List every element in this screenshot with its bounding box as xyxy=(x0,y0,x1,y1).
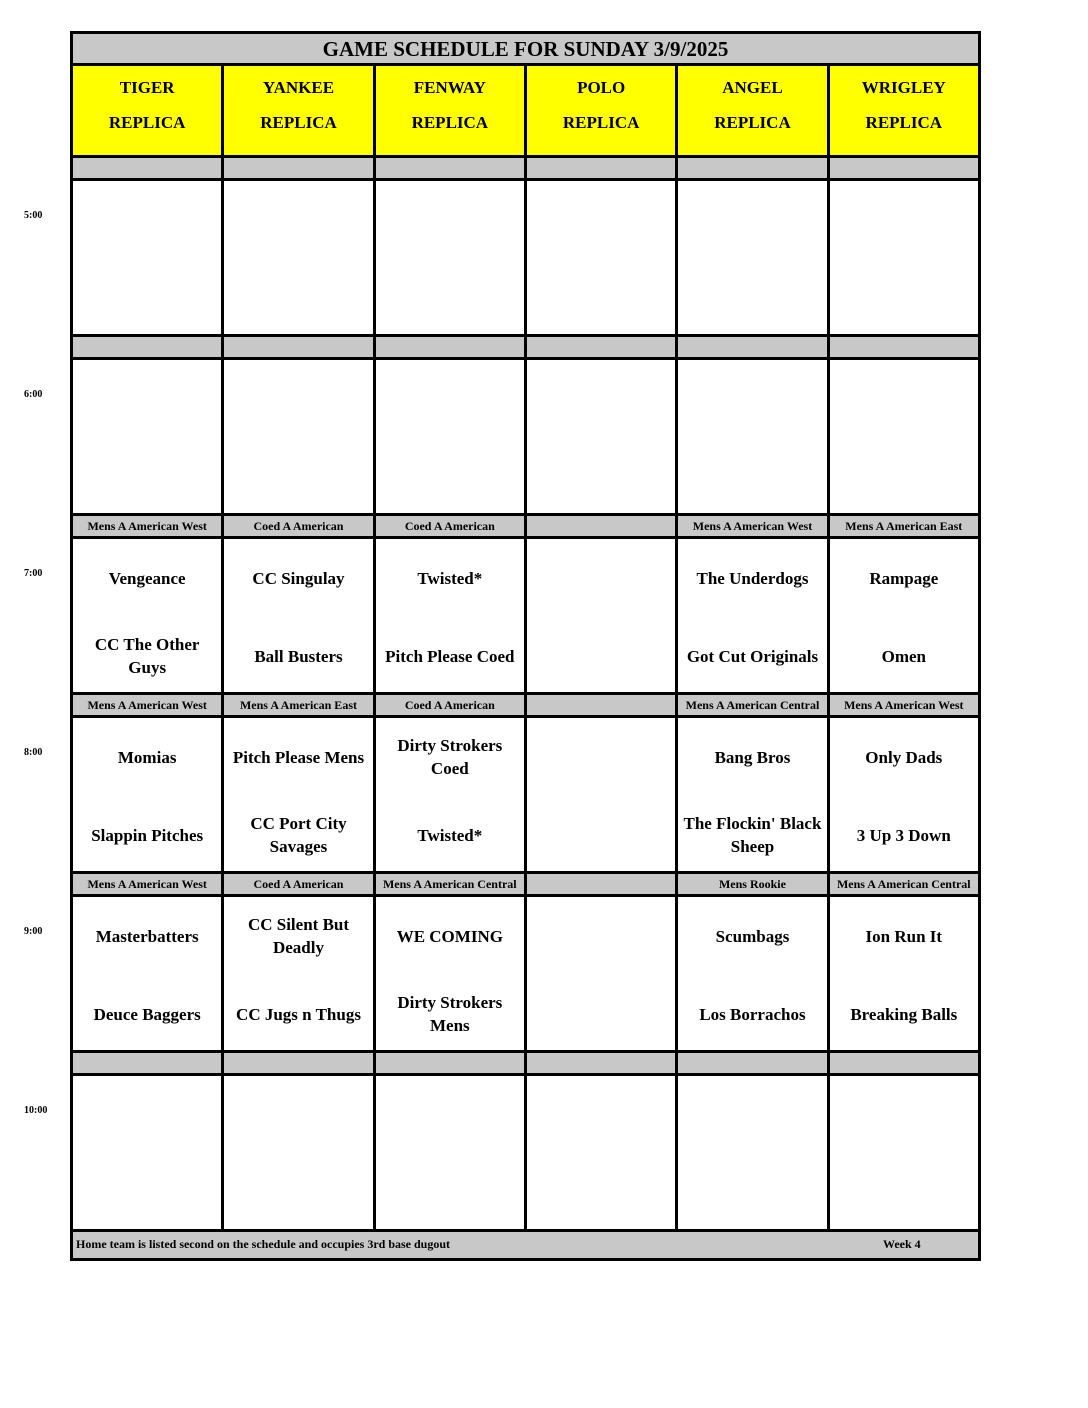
game-cell xyxy=(678,539,829,692)
home-team: Omen xyxy=(881,646,926,666)
division-label xyxy=(527,695,678,715)
game-cell xyxy=(376,539,527,692)
away-team xyxy=(527,718,675,796)
field-header-yankee xyxy=(224,66,375,155)
home-team: Dirty Strokers Mens xyxy=(397,993,503,1035)
game-cell xyxy=(678,360,829,513)
away-team: The Underdogs xyxy=(696,568,809,588)
game-cell xyxy=(830,360,978,513)
division-label xyxy=(830,337,978,357)
away-team: Vengeance xyxy=(108,568,186,588)
game-cell xyxy=(527,897,678,1050)
time-label: 7:00 xyxy=(24,568,43,579)
home-team xyxy=(73,259,221,337)
home-team-note: Home team is listed second on the schedule and occupies 3rd base dugout xyxy=(76,1237,451,1251)
game-row xyxy=(73,360,978,516)
away-team xyxy=(73,1076,221,1154)
time-label: 8:00 xyxy=(24,747,43,758)
away-team xyxy=(224,181,372,259)
away-team xyxy=(678,1076,826,1154)
division-label: Mens A American Central xyxy=(830,874,978,894)
division-row xyxy=(73,874,978,897)
home-team xyxy=(376,259,524,337)
home-team xyxy=(224,259,372,337)
home-team xyxy=(527,796,675,874)
field-header-polo xyxy=(527,66,678,155)
home-team: Slappin Pitches xyxy=(91,825,204,845)
field-header-tiger xyxy=(73,66,224,155)
away-team: Momias xyxy=(117,747,177,767)
away-team xyxy=(376,360,524,438)
home-team: Twisted* xyxy=(417,825,483,845)
away-team xyxy=(527,360,675,438)
division-label: Coed A American xyxy=(376,516,527,536)
home-team: Breaking Balls xyxy=(850,1004,958,1024)
away-team: Masterbatters xyxy=(95,926,199,946)
home-team: Los Borrachos xyxy=(699,1004,806,1024)
game-cell xyxy=(830,1076,978,1229)
field-subtitle: REPLICA xyxy=(865,113,943,132)
home-team xyxy=(527,617,675,695)
game-cell xyxy=(527,539,678,692)
game-cell xyxy=(224,718,375,871)
division-label xyxy=(73,337,224,357)
away-team xyxy=(73,360,221,438)
game-cell xyxy=(224,539,375,692)
home-team xyxy=(376,438,524,516)
time-label: 9:00 xyxy=(24,926,43,937)
away-team xyxy=(527,897,675,975)
game-row xyxy=(73,897,978,1053)
field-subtitle: REPLICA xyxy=(562,113,640,132)
home-team xyxy=(527,1154,675,1232)
time-label: 5:00 xyxy=(24,210,43,221)
home-team: Deuce Baggers xyxy=(93,1004,201,1024)
away-team: Scumbags xyxy=(715,926,790,946)
home-team xyxy=(527,259,675,337)
away-team xyxy=(830,360,978,438)
division-row xyxy=(73,337,978,360)
division-label: Mens Rookie xyxy=(678,874,829,894)
game-cell xyxy=(678,1076,829,1229)
game-cell xyxy=(830,718,978,871)
away-team xyxy=(830,1076,978,1154)
field-header-angel xyxy=(678,66,829,155)
game-cell xyxy=(73,181,224,334)
field-name: POLO xyxy=(577,78,626,97)
game-cell xyxy=(830,897,978,1050)
division-label: Mens A American West xyxy=(830,695,978,715)
game-row xyxy=(73,718,978,874)
division-label: Mens A American East xyxy=(830,516,978,536)
division-label xyxy=(224,337,375,357)
division-label xyxy=(224,1053,375,1073)
game-cell xyxy=(830,539,978,692)
home-team xyxy=(73,438,221,516)
division-label xyxy=(678,158,829,178)
home-team xyxy=(678,438,826,516)
home-team: Pitch Please Coed xyxy=(385,646,515,666)
division-label xyxy=(527,337,678,357)
field-name: ANGEL xyxy=(722,78,783,97)
time-label: 10:00 xyxy=(24,1105,48,1116)
home-team xyxy=(224,1154,372,1232)
field-name: WRIGLEY xyxy=(861,78,946,97)
field-subtitle: REPLICA xyxy=(714,113,791,132)
away-team: Ion Run It xyxy=(865,926,943,946)
home-team: 3 Up 3 Down xyxy=(856,825,951,845)
home-team: CC Jugs n Thugs xyxy=(236,1004,361,1024)
away-team: Bang Bros xyxy=(714,747,791,767)
division-label xyxy=(527,158,678,178)
away-team xyxy=(678,360,826,438)
game-cell xyxy=(376,1076,527,1229)
field-header-wrigley xyxy=(830,66,978,155)
away-team: WE COMING xyxy=(396,926,503,946)
game-cell xyxy=(224,897,375,1050)
game-cell xyxy=(73,718,224,871)
away-team xyxy=(376,181,524,259)
home-team: The Flockin' Black Sheep xyxy=(683,814,822,856)
game-cell xyxy=(224,360,375,513)
game-cell xyxy=(376,360,527,513)
game-row xyxy=(73,1076,978,1232)
division-label xyxy=(830,158,978,178)
division-label xyxy=(527,874,678,894)
division-label xyxy=(678,337,829,357)
home-team: CC The Other Guys xyxy=(94,635,200,677)
away-team: CC Silent But Deadly xyxy=(247,915,350,957)
week-label: Week 4 xyxy=(883,1237,921,1251)
division-label: Mens A American West xyxy=(73,516,224,536)
division-label: Coed A American xyxy=(224,874,375,894)
division-row xyxy=(73,516,978,539)
game-cell xyxy=(73,360,224,513)
field-subtitle: REPLICA xyxy=(108,113,186,132)
game-cell xyxy=(73,539,224,692)
game-row xyxy=(73,539,978,695)
division-label: Coed A American xyxy=(376,695,527,715)
game-cell xyxy=(678,897,829,1050)
field-subtitle: REPLICA xyxy=(411,113,489,132)
game-cell xyxy=(376,718,527,871)
field-header-row xyxy=(73,66,978,158)
game-cell xyxy=(678,181,829,334)
away-team: Rampage xyxy=(869,568,939,588)
home-team: Got Cut Originals xyxy=(686,646,819,666)
division-label: Mens A American Central xyxy=(376,874,527,894)
division-label: Mens A American East xyxy=(224,695,375,715)
field-subtitle: REPLICA xyxy=(260,113,337,132)
division-label xyxy=(527,1053,678,1073)
home-team xyxy=(830,438,978,516)
division-label xyxy=(376,158,527,178)
page-title: GAME SCHEDULE FOR SUNDAY 3/9/2025 xyxy=(73,34,978,66)
field-header-fenway xyxy=(376,66,527,155)
division-row xyxy=(73,158,978,181)
home-team xyxy=(527,438,675,516)
game-cell xyxy=(224,1076,375,1229)
time-label: 6:00 xyxy=(24,389,43,400)
game-cell xyxy=(527,181,678,334)
game-cell xyxy=(830,181,978,334)
game-cell xyxy=(224,181,375,334)
division-label xyxy=(376,337,527,357)
division-label xyxy=(830,1053,978,1073)
schedule-grid xyxy=(70,31,981,1261)
game-cell xyxy=(376,181,527,334)
division-label: Mens A American West xyxy=(73,874,224,894)
home-team xyxy=(678,1154,826,1232)
division-label xyxy=(73,158,224,178)
footer-bar xyxy=(73,1230,978,1258)
away-team: Twisted* xyxy=(417,568,483,588)
away-team: CC Singulay xyxy=(252,568,345,588)
home-team: Ball Busters xyxy=(254,646,343,666)
away-team: Pitch Please Mens xyxy=(232,747,365,767)
division-row xyxy=(73,1053,978,1076)
division-label xyxy=(527,516,678,536)
game-cell xyxy=(527,360,678,513)
away-team xyxy=(830,181,978,259)
away-team xyxy=(224,1076,372,1154)
home-team xyxy=(678,259,826,337)
away-team: Only Dads xyxy=(865,747,943,767)
game-cell xyxy=(527,1076,678,1229)
away-team xyxy=(376,1076,524,1154)
away-team: Dirty Strokers Coed xyxy=(397,736,503,778)
division-label: Mens A American Central xyxy=(678,695,829,715)
away-team xyxy=(527,181,675,259)
field-name: FENWAY xyxy=(413,78,486,97)
division-label: Mens A American West xyxy=(73,695,224,715)
home-team xyxy=(376,1154,524,1232)
division-label: Mens A American West xyxy=(678,516,829,536)
game-cell xyxy=(376,897,527,1050)
game-cell xyxy=(73,1076,224,1229)
home-team xyxy=(830,1154,978,1232)
home-team xyxy=(527,975,675,1053)
field-name: YANKEE xyxy=(262,78,335,97)
game-cell xyxy=(527,718,678,871)
division-label xyxy=(376,1053,527,1073)
away-team xyxy=(73,181,221,259)
home-team xyxy=(73,1154,221,1232)
division-label xyxy=(73,1053,224,1073)
home-team xyxy=(830,259,978,337)
field-name: TIGER xyxy=(119,78,175,97)
away-team xyxy=(527,1076,675,1154)
home-team xyxy=(224,438,372,516)
time-column xyxy=(0,0,70,1408)
game-row xyxy=(73,181,978,337)
home-team: CC Port City Savages xyxy=(250,814,347,856)
division-label: Coed A American xyxy=(224,516,375,536)
game-cell xyxy=(73,897,224,1050)
division-row xyxy=(73,695,978,718)
division-label xyxy=(678,1053,829,1073)
division-label xyxy=(224,158,375,178)
game-cell xyxy=(678,718,829,871)
away-team xyxy=(224,360,372,438)
away-team xyxy=(527,539,675,617)
away-team xyxy=(678,181,826,259)
